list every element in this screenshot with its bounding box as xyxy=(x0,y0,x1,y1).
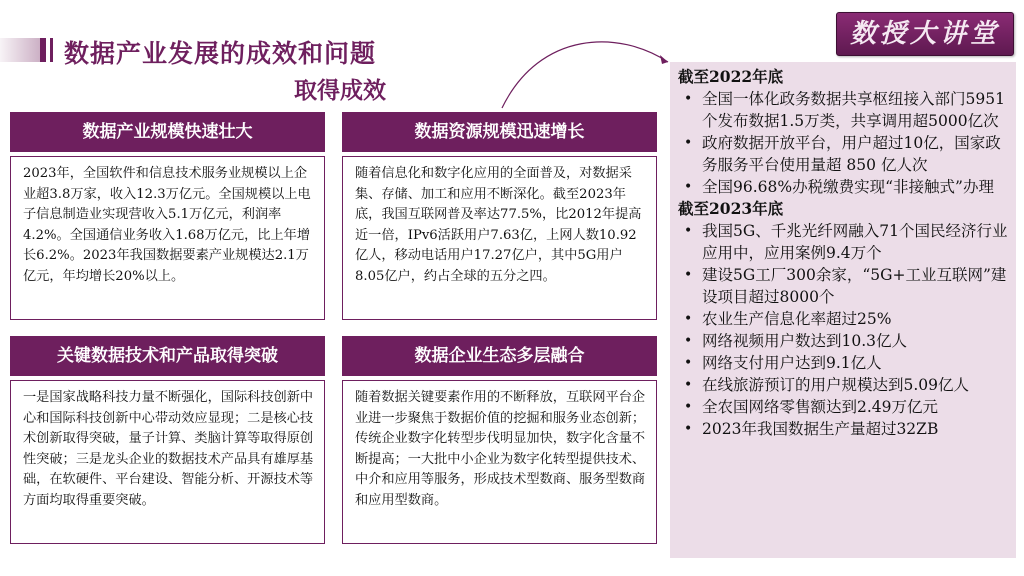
card-title-key-technology: 关键数据技术和产品取得突破 xyxy=(10,336,325,376)
header-accent-bar-thin xyxy=(50,38,53,62)
header-gradient-band xyxy=(0,38,40,62)
list-item: • 在线旅游预订的用户规模达到5.09亿人 xyxy=(678,374,1008,396)
card-body-data-resources: 随着信息化和数字化应用的全面普及，对数据采集、存储、加工和应用不断深化。截至2023年底，我国互联网普及率达77.5%，比2012年提高近一倍，IPv6活跃用户7.63亿，上网人数10.92亿人，移动电话用户17.27亿户，其中5G用户8.05亿户，约占全球的五分之四。 xyxy=(342,156,657,320)
stats-list-2022 xyxy=(678,88,1008,198)
card-title-enterprise-ecosystem: 数据企业生态多层融合 xyxy=(342,336,657,376)
list-item: • 网络支付用户达到9.1亿人 xyxy=(678,352,1008,374)
stats-heading-2022: 截至2022年底 xyxy=(678,67,784,86)
list-item: • 建设5G工厂300余家，“5G+工业互联网”建设项目超过8000个 xyxy=(678,264,1008,308)
stats-heading-2023: 截至2023年底 xyxy=(678,199,784,218)
card-body-industry-scale: 2023年，全国软件和信息技术服务业规模以上企业超3.8万家，收入12.3万亿元。全国规模以上电子信息制造业实现营收入5.1万亿元，利润率4.2%。全国通信业务收入1.68万亿元，比上年增长6.2%。2023年我国数据要素产业规模达2.1万亿元，年均增长20%以上。 xyxy=(10,156,325,320)
page-title: 数据产业发展的成效和问题 xyxy=(64,39,377,68)
list-item: • 我国5G、千兆光纤网融入71个国民经济行业应用中，应用案例9.4万个 xyxy=(678,220,1008,264)
list-item: • 农业生产信息化率超过25% xyxy=(678,308,1008,330)
list-item: • 全国一体化政务数据共享枢纽接入部门5951个发布数据1.5万类，共享调用超5000亿次 xyxy=(678,88,1008,132)
list-item: • 全农国网络零售额达到2.49万亿元 xyxy=(678,396,1008,418)
card-body-enterprise-ecosystem: 随着数据关键要素作用的不断释放，互联网平台企业进一步聚焦于数据价值的挖掘和服务业态创新；传统企业数字化转型步伐明显加快，数字化含量不断提高；一大批中小企业为数字化转型提供技术、中介和应用等服务，形成技术型数商、服务型数商和应用型数商。 xyxy=(342,380,657,544)
section-title: 取得成效 xyxy=(294,78,386,104)
header-accent-bar xyxy=(40,38,46,62)
stats-panel xyxy=(670,62,1016,558)
list-item: • 2023年我国数据生产量超过32ZB xyxy=(678,418,1008,440)
list-item: • 政府数据开放平台，用户超过10亿，国家政务服务平台使用量超 850 亿人次 xyxy=(678,132,1008,176)
card-body-key-technology: 一是国家战略科技力量不断强化，国际科技创新中心和国际科技创新中心带动效应显现；二是核心技术创新取得突破，量子计算、类脑计算等取得原创性突破；三是龙头企业的数据技术产品具有雄厚基础，在软硬件、平台建设、智能分析、开源技术等方面均取得重要突破。 xyxy=(10,380,325,544)
card-title-data-resources: 数据资源规模迅速增长 xyxy=(342,112,657,152)
list-item: • 网络视频用户数达到10.3亿人 xyxy=(678,330,1008,352)
card-title-industry-scale: 数据产业规模快速壮大 xyxy=(10,112,325,152)
list-item: • 全国96.68%办税缴费实现“非接触式”办理 xyxy=(678,176,1008,198)
stats-list-2023 xyxy=(678,220,1008,440)
brand-logo: 数授大讲堂 xyxy=(836,12,1014,56)
